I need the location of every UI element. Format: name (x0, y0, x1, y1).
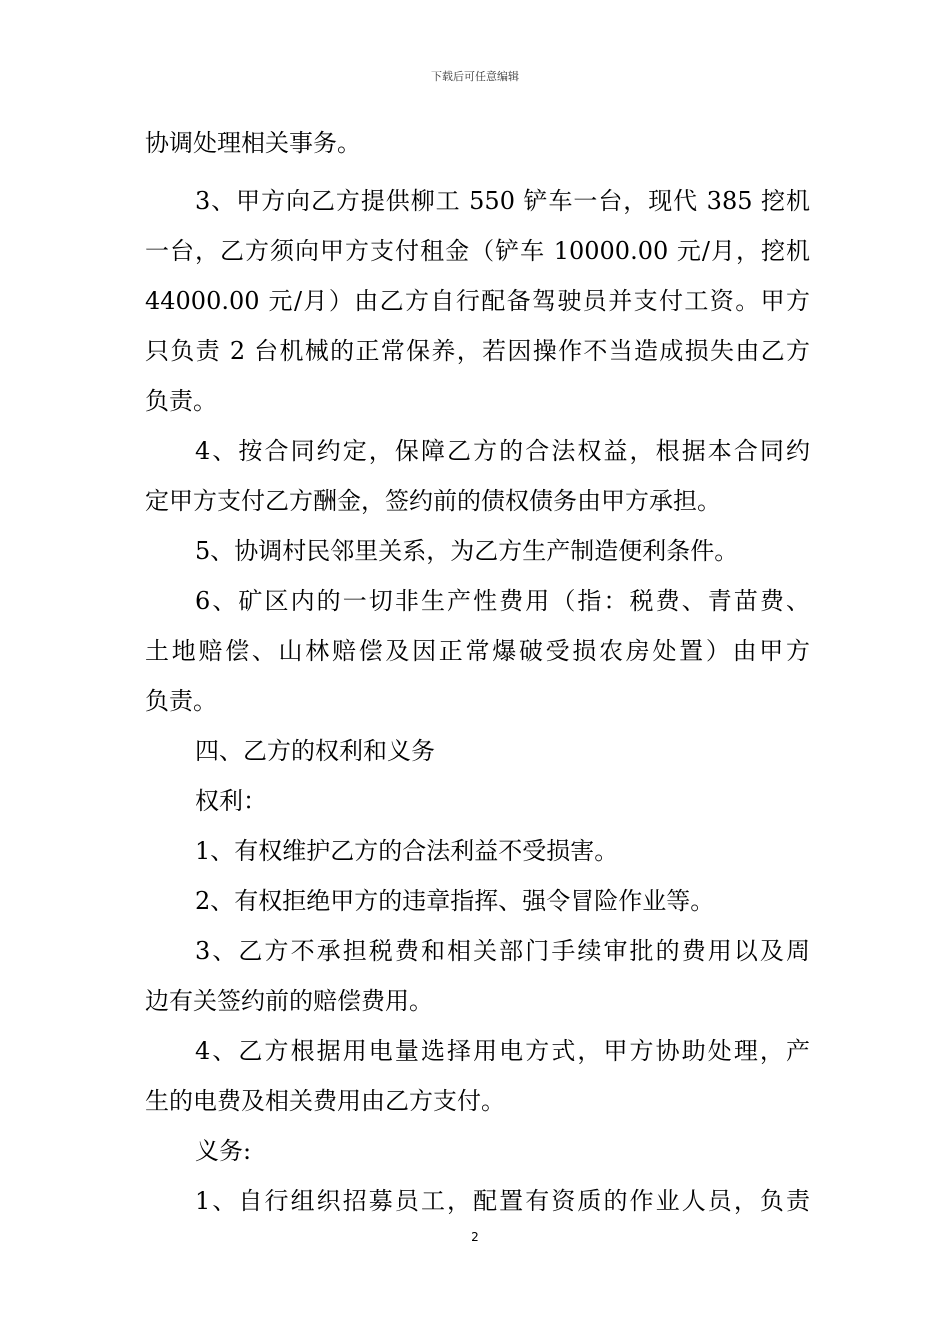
text-line: 土地赔偿、山林赔偿及因正常爆破受损农房处置）由甲方 (145, 637, 810, 665)
text-line: 4、按合同约定，保障乙方的合法权益，根据本合同约 (195, 437, 810, 465)
text-line: 5、协调村民邻里关系，为乙方生产制造便利条件。 (195, 537, 739, 565)
text-line: 1、有权维护乙方的合法利益不受损害。 (195, 837, 619, 865)
text-line: 2、有权拒绝甲方的违章指挥、强令冒险作业等。 (195, 887, 715, 915)
text-line: 1、自行组织招募员工，配置有资质的作业人员，负责 (195, 1187, 810, 1215)
text-line: 4、乙方根据用电量选择用电方式，甲方协助处理，产 (195, 1037, 810, 1065)
text-line: 一台，乙方须向甲方支付租金（铲车 10000.00 元/月，挖机 (145, 237, 810, 265)
page-header: 下载后可任意编辑 (431, 70, 519, 83)
text-line: 定甲方支付乙方酬金，签约前的债权债务由甲方承担。 (145, 487, 721, 515)
text-line: 3、甲方向乙方提供柳工 550 铲车一台，现代 385 挖机 (195, 187, 810, 215)
text-line: 协调处理相关事务。 (145, 129, 361, 157)
text-line: 负责。 (145, 387, 217, 415)
text-line: 边有关签约前的赔偿费用。 (145, 987, 433, 1015)
text-line: 生的电费及相关费用由乙方支付。 (145, 1087, 505, 1115)
section-heading: 四、乙方的权利和义务 (195, 737, 435, 765)
text-line: 只负责 2 台机械的正常保养，若因操作不当造成损失由乙方 (145, 337, 810, 365)
text-line: 6、矿区内的一切非生产性费用（指：税费、青苗费、 (195, 587, 810, 615)
text-line: 44000.00 元/月）由乙方自行配备驾驶员并支付工资。甲方 (145, 287, 810, 315)
text-line: 3、乙方不承担税费和相关部门手续审批的费用以及周 (195, 937, 810, 965)
subsection-heading: 义务: (195, 1137, 252, 1165)
text-line: 负责。 (145, 687, 217, 715)
subsection-heading: 权利： (195, 787, 267, 815)
page-number: 2 (471, 1230, 479, 1244)
